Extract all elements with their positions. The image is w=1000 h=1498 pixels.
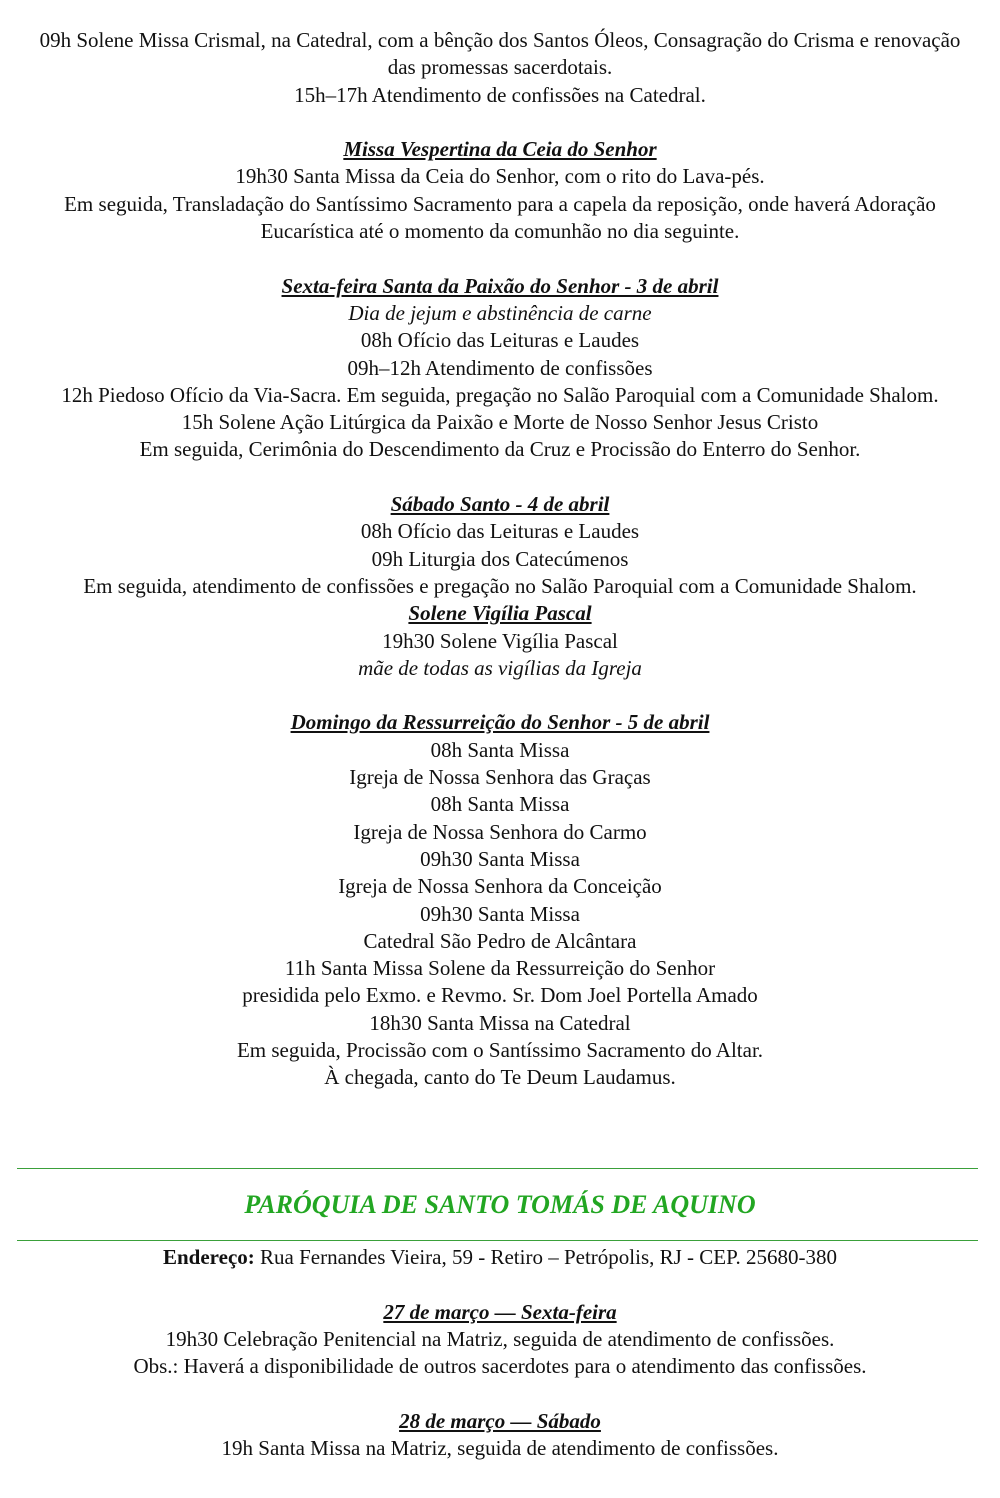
parish-block [0, 1244, 1000, 1462]
sabado-line-2: 09h Liturgia dos Catecúmenos [371, 546, 629, 571]
domingo-line: presidida pelo Exmo. e Revmo. Sr. Dom Joel Portella Amado [242, 983, 758, 1008]
sexta-line-1: 08h Ofício das Leituras e Laudes [360, 328, 640, 353]
domingo-line: Igreja de Nossa Senhora da Conceição [338, 874, 662, 899]
sexta-line-2: 09h–12h Atendimento de confissões [347, 355, 653, 380]
ceia-heading: Missa Vespertina da Ceia do Senhor [343, 137, 657, 162]
marco27-line-1: 19h30 Celebração Penitencial na Matriz, seguida de atendimento de confissões. [165, 1326, 835, 1351]
confissoes-catedral-text: 15h–17h Atendimento de confissões na Catedral. [294, 82, 706, 107]
sexta-line-5: Em seguida, Cerimônia do Descendimento da Cruz e Procissão do Enterro do Senhor. [139, 437, 861, 462]
vigilia-line: 19h30 Solene Vigília Pascal [382, 628, 618, 653]
marco28-heading: 28 de março — Sábado [399, 1408, 601, 1433]
domingo-line: 18h30 Santa Missa na Catedral [369, 1010, 631, 1035]
sabado-line-1: 08h Ofício das Leituras e Laudes [360, 519, 640, 544]
sexta-line-4: 15h Solene Ação Litúrgica da Paixão e Morte de Nosso Senhor Jesus Cristo [181, 410, 819, 435]
marco28-line-1: 19h Santa Missa na Matriz, seguida de atendimento de confissões. [221, 1436, 779, 1461]
vigilia-note: mãe de todas as vigílias da Igreja [358, 655, 642, 680]
sexta-line-3: 12h Piedoso Ofício da Via-Sacra. Em seguida, pregação no Salão Paroquial com a Comunidade Shalom. [61, 382, 939, 407]
domingo-line: Em seguida, Procissão com o Santíssimo Sacramento do Altar. [236, 1037, 764, 1062]
schedule-block [0, 27, 1000, 1092]
domingo-line: 09h30 Santa Missa [420, 846, 580, 871]
domingo-line: Igreja de Nossa Senhora das Graças [349, 765, 651, 790]
domingo-line: 11h Santa Missa Solene da Ressurreição do Senhor [284, 956, 716, 981]
domingo-line: Igreja de Nossa Senhora do Carmo [353, 819, 647, 844]
domingo-line: 09h30 Santa Missa [420, 901, 580, 926]
sexta-heading: Sexta-feira Santa da Paixão do Senhor - 3 de abril [281, 273, 719, 298]
marco27-line-2: Obs.: Haverá a disponibilidade de outros sacerdotes para o atendimento das confissões. [133, 1354, 867, 1379]
missa-crismal-text: 09h Solene Missa Crismal, na Catedral, com a bênção dos Santos Óleos, Consagração do Crisma e renovação das promessas sacerdotais. [39, 28, 961, 80]
domingo-line: Catedral São Pedro de Alcântara [363, 928, 637, 953]
parish-title: PARÓQUIA DE SANTO TOMÁS DE AQUINO [244, 1190, 756, 1219]
address-text: Rua Fernandes Vieira, 59 - Retiro – Petrópolis, RJ - CEP. 25680-380 [254, 1245, 837, 1269]
sabado-line-3: Em seguida, atendimento de confissões e pregação no Salão Paroquial com a Comunidade Shalom. [83, 573, 917, 598]
vigilia-heading: Solene Vigília Pascal [408, 601, 592, 626]
sexta-note: Dia de jejum e abstinência de carne [348, 300, 652, 325]
marco27-heading: 27 de março — Sexta-feira [383, 1299, 617, 1324]
ceia-line-2: Em seguida, Transladação do Santíssimo Sacramento para a capela da reposição, onde haverá Adoração Eucarística até o momento da comunhão no dia seguinte. [64, 191, 936, 244]
domingo-line: 08h Santa Missa [430, 792, 570, 817]
domingo-line: 08h Santa Missa [430, 737, 570, 762]
divider-bottom [17, 1240, 978, 1241]
divider-top [17, 1168, 978, 1169]
ceia-line-1: 19h30 Santa Missa da Ceia do Senhor, com o rito do Lava-pés. [235, 164, 765, 189]
domingo-line: À chegada, canto do Te Deum Laudamus. [324, 1065, 676, 1090]
domingo-heading: Domingo da Ressurreição do Senhor - 5 de abril [290, 710, 710, 735]
address-label: Endereço: [163, 1245, 255, 1269]
sabado-heading: Sábado Santo - 4 de abril [390, 492, 610, 517]
address-line [0, 1244, 1000, 1271]
